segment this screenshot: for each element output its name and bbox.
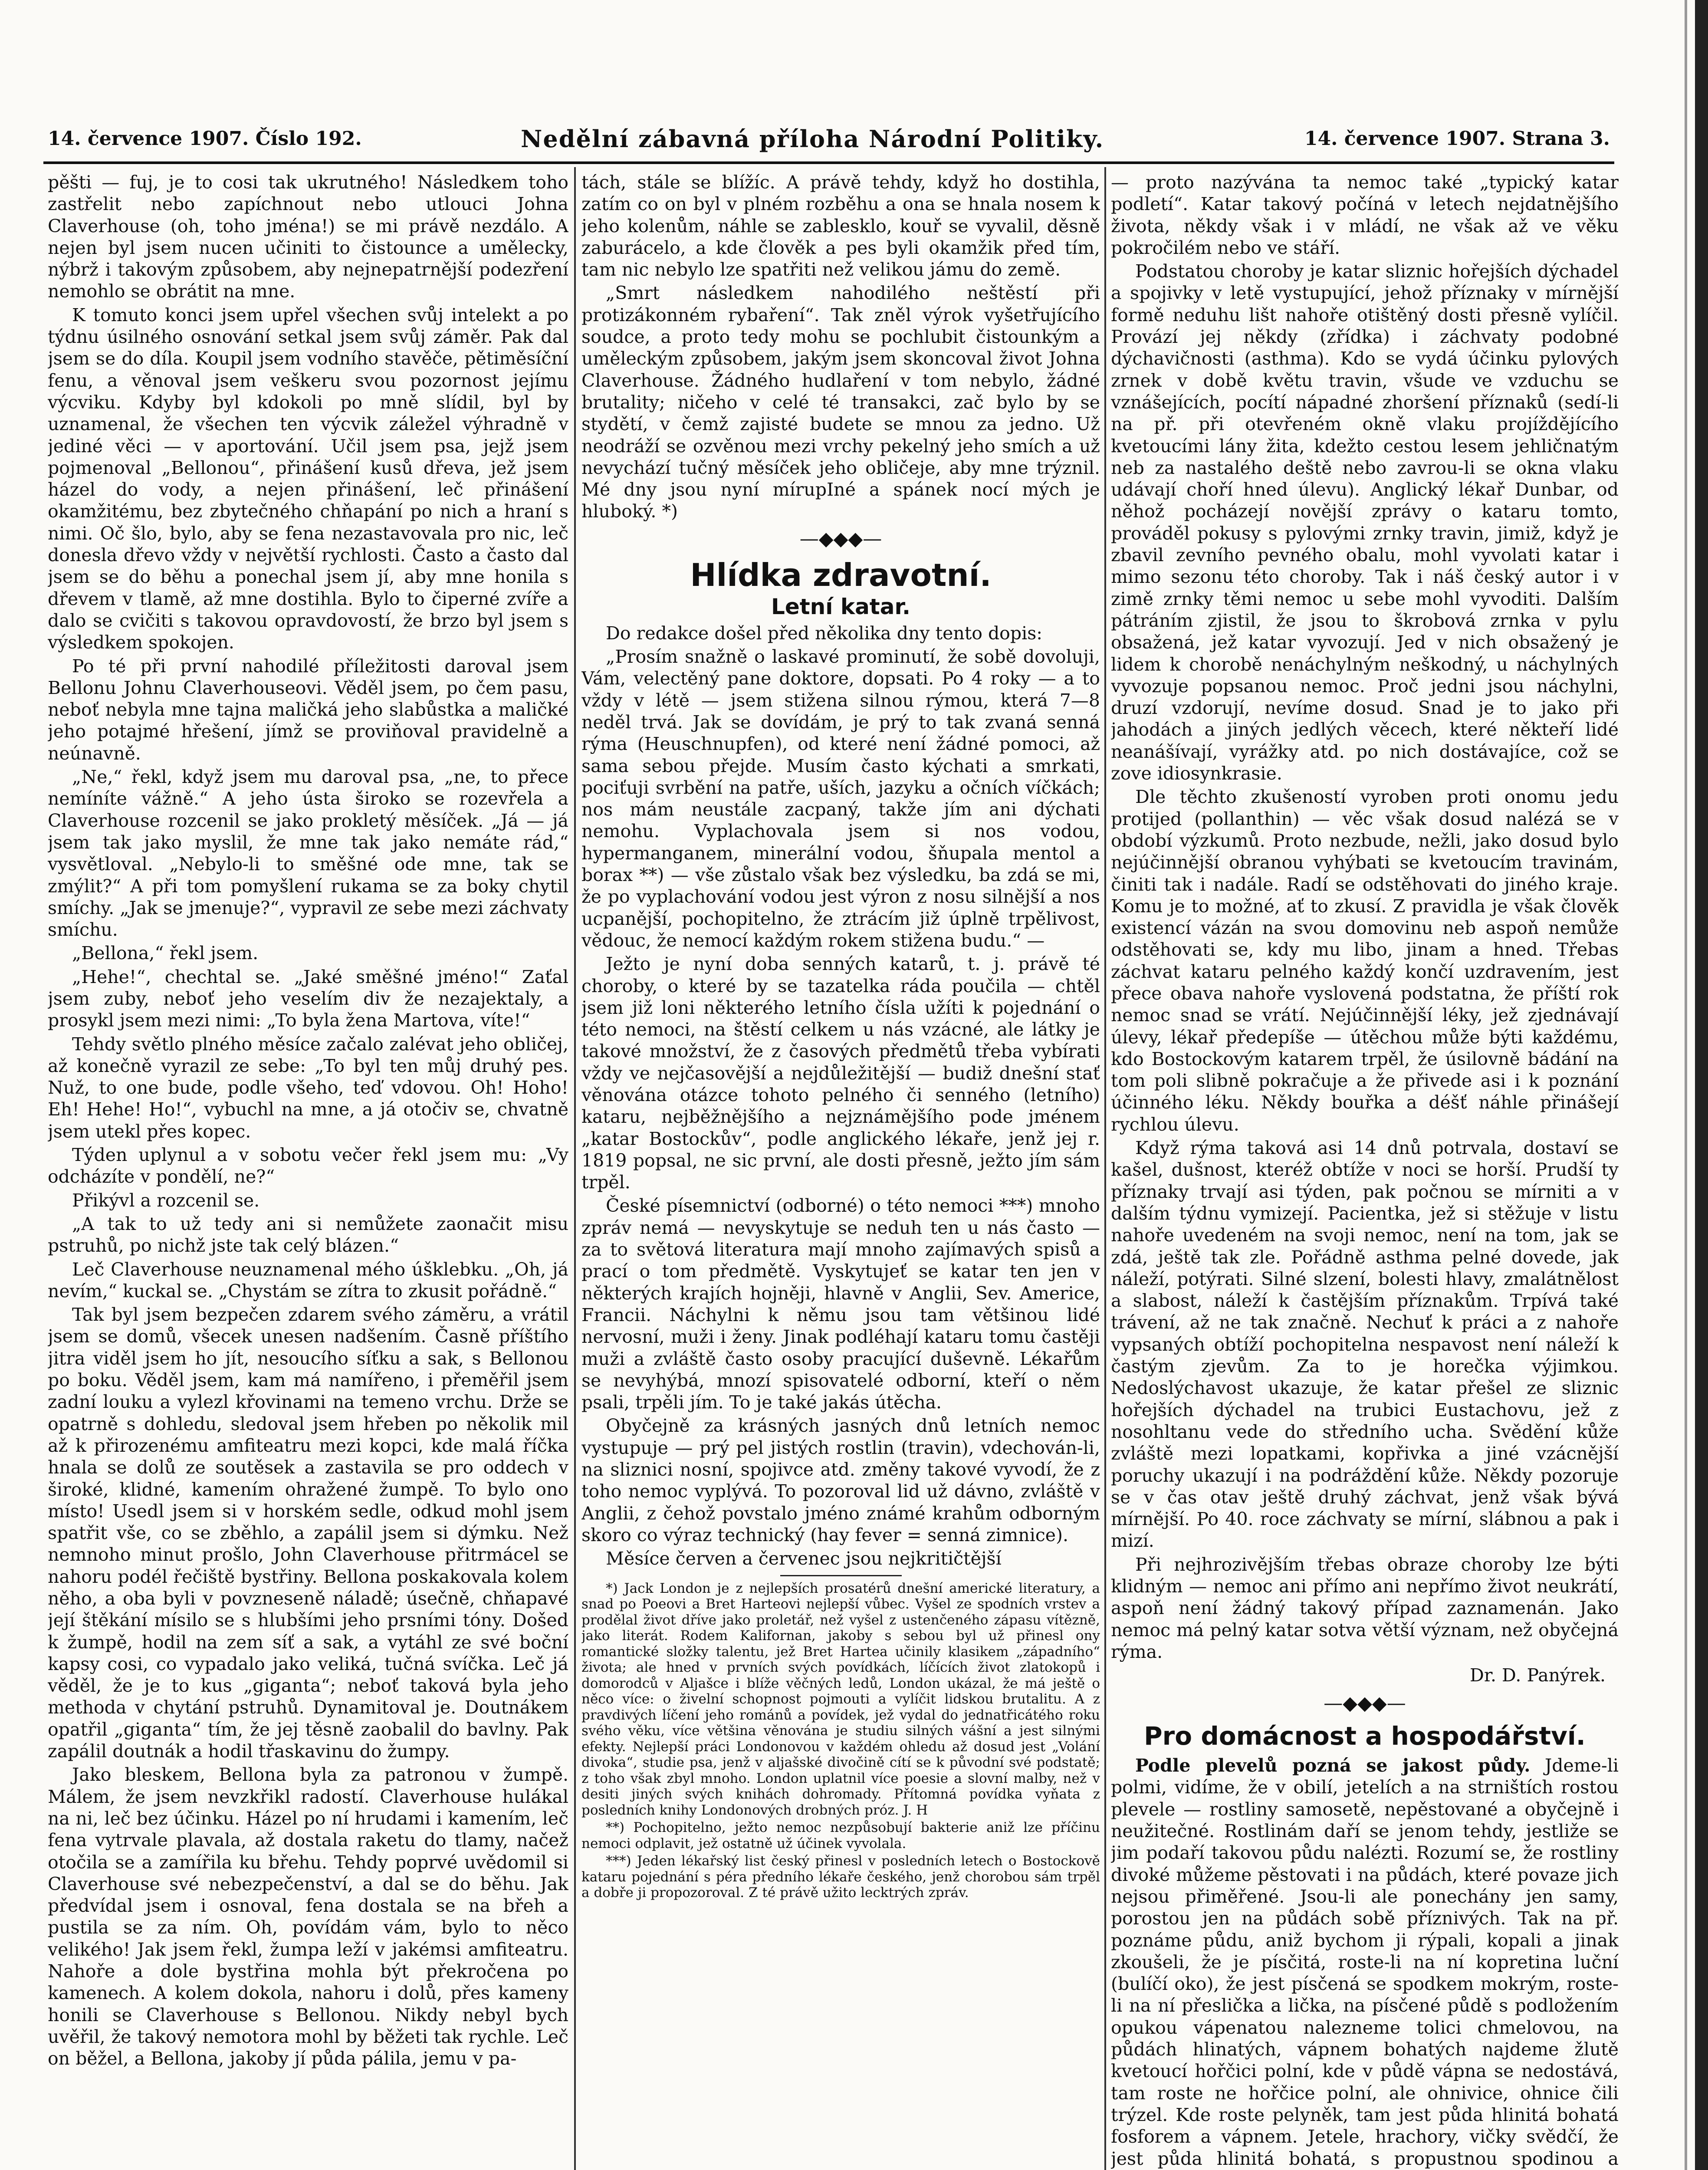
story-paragraph: Tehdy světlo plného měsíce začalo zalévat jeho obličej, až konečně vyrazil ze sebe: „To byl ten můj druhý pes. Nuž, to one bude, podle všeho, teď vdovou. Oh! Hoho! Eh! Hehe! Ho!“, vybuchl na mne, a já otočiv se, chvatně jsem utekl přes kopec.: [48, 1033, 568, 1142]
story-paragraph: Týden uplynul a v sobotu večer řekl jsem mu: „Vy odcházíte v pondělí, ne?“: [48, 1144, 568, 1187]
section-title-health: Hlídka zdravotní.: [690, 556, 992, 593]
story-paragraph: Po té při první nahodilé příležitosti daroval jsem Bellonu Johnu Claverhouseovi. Věděl jsem, po čem pasu, neboť nebyla mne tajna maličká jeho slabůstka a maličké jeho potajmé hřešení, jímž se proviňoval pravidelně a neúnavně.: [48, 655, 568, 764]
story-paragraph: „A tak to už tedy ani si nemůžete zaonačit misu pstruhů, po nichž jste tak celý blázen.“: [48, 1213, 568, 1256]
household-paragraph: [1111, 1755, 1619, 2170]
story-paragraph: „Bellona,“ řekl jsem.: [72, 943, 259, 964]
household-text: Jdeme-li polmi, vidíme, že v obilí, jetelích a na strništích rostou plevele — rostliny samosetě, nepěstované a obyčejně i neužitečné. Rostlinám daří se jenom tehdy, jestliže se jim podaří takovou půdu nalézti. Rozumí se, že rostliny divoké můžeme pěstovati i na půdách, které povaze jich nejsou přiměřené. Jsou-li ale ponechány jen samy, porostou jen na půdách sobě příznivých. Tak na př. poznáme půdu, aniž bychom ji rýpali, kopali a jinak zkoušeli, že je písčitá, roste-li na ní kopretina luční (bulíčí oko), že jest písčená se spodkem mokrým, roste-li na ní přeslička a lička, na písčené půdě s podložením opukou vápenatou nalezneme tolici chmelovou, na půdách hlinatých, vápnem bohatých najdeme žlutě kvetoucí hořčici polní, kde v půdě vápna se nedostává, tam roste ne hořčice polní, ale ohnivice, ohnice čili trýzel. Kde roste pelyněk, tam jest půda hlinitá bohatá fosforem a vápnem. Jetele, hrachory, vičky svědčí, že jest půda hlinitá bohatá, s propustnou spodinou a: [1111, 1755, 1619, 2169]
article-paragraph: Dle těchto zkušeností vyroben proti onomu jedu protijed (pollanthin) — věc však dosud nalézá se v období výzkumů. Proto nezbude, nežli, jako dosud bylo nejúčinnější obranou vyhýbati se kvetoucím travinám, činiti tak i nadále. Radí se odstěhovati do jiného kraje. Komu je to možné, ať to zkusí. Z pravidla je však člověk existencí vázán na svou domovinu neb aspoň nemůže odstěhovati se, kdy mu libo, jinam a hned. Třebas záchvat kataru pelného každý končí uzdravením, jest přece obava nahoře vyslovená podstatna, že příští rok nemoc snad se vrátí. Nejúčinnější léky, jež zjednávají úlevy, lékař předepíše — útěchou může býti každému, kdo Bostockovým katarem trpěl, že úsilovně bádání na tom poli slibně pokračuje a že přivede asi i k poznání účinného léku. Někdy bouřka a déšť náhle přinášejí rychlou úlevu.: [1111, 786, 1619, 1135]
article-paragraph: Když rýma taková asi 14 dnů potrvala, dostaví se kašel, dušnost, kteréž obtíže v noci se horší. Prudší ty příznaky trvají asi týden, pak počnou se mírniti a v dalším týdnu vymizejí. Pacientka, jež si stěžuje v listu nahoře uvedeném na svoji nemoc, není na tom, jak se zdá, ještě tak zle. Pořádně asthma pelné dovede, jak náleží, potýrati. Silné slzení, bolesti hlavy, zmalátnělost a slabost, náleží k častějším příznakům. Trpívá také trávení, až ne tak značně. Nechuť k práci a z nahoře vypsaných obtíží pochopitelna nespavost není náleží k častým zjevům. Za to je horečka výjimkou. Nedoslýchavost ukazuje, že katar přešel ze sliznic hořejších dýchadel na trubici Eustachovu, jež z nosohltanu vede do středního ucha. Svědění kůže zvláště mezi lopatkami, kopřivka a jiné vzácnější poruchy ukazují i na podráždění kůže. Někdy pozoruje se v čas otav ještě druhý záchvat, jenž však bývá mírnější. Po 40. roce záchvaty se mírní, slábnou a pak i mizí.: [1111, 1138, 1619, 1552]
story-paragraph: Přikývl a rozcenil se.: [72, 1190, 260, 1211]
article-paragraph: Ježto je nyní doba senných katarů, t. j. právě té choroby, o které by se tazatelka ráda poučila — chtěl jsem již loni některého letního čísla užíti k pojednání o této nemoci, na štěstí celkem u nás vzácné, ale látky je takové množství, že z časových předmětů třeba vybírati vždy ve nejčasovější a nejdůležitější — budiž dnešní stať věnována otázce tohoto pelného či senného (letního) kataru, nejběžnějšího a nejznámějšího pode jménem „katar Bostockův“, podle anglického lékaře, jenž jej r. 1819 popsal, ne sic první, ale dosti přesně, ježto jím sám trpěl.: [581, 953, 1100, 1193]
ornament-divider: —◆◆◆—: [1324, 1692, 1406, 1715]
household-lead: Podle plevelů pozná se jakost půdy.: [1135, 1755, 1531, 1776]
story-paragraph: K tomuto konci jsem upřel všechen svůj intelekt a po týdnu úsilného osnování setkal jsem svůj záměr. Pak dal jsem se do díla. Koupil jsem vodního stavěče, pětiměsíční fenu, a věnoval jsem veškeru svou pozornost jejímu výcviku. Kdyby byl kdokoli po mně slídil, byl by uznamenal, že všechen ten výcvik záležel výhradně v jediné věci — v aportování. Učil jsem psa, jejž jsem pojmenoval „Bellonou“, přinášení kusů dřeva, jež jsem házel do vody, a nejen přinášení, leč přinášení okamžitému, bez zbytečného chňapání po nich a hraní s nimi. Oč šlo, bylo, aby se fena nezastavovala pro nic, leč donesla dřevo vždy v největší rychlosti. Často a často dal jsem se do běhu a ponechal jsem jí, aby mne honila s dřevem v tlamě, až mne dostihla. Bylo to čiperné zvíře a dalo se cvičiti s takovou opravdovostí, že brzo byl jsem s výsledkem spokojen.: [48, 304, 568, 653]
header-rule: [43, 161, 1614, 164]
author-signature: Dr. D. Panýrek.: [1469, 1665, 1606, 1686]
page-edge-line: [1685, 0, 1687, 2170]
article-paragraph: Obyčejně za krásných jasných dnů letních nemoc vystupuje — prý pel jistých rostlin (travin), vdechován-li, na sliznici nosní, spojivce atd. změny takové vyvodí, že z toho nemoc vyplývá. To pozoroval lid už dávno, zvláště v Anglii, z čehož povstalo jméno známé krahům odborným skoro co výraz technický (hay fever = senná zimnice).: [581, 1415, 1100, 1545]
column-3: [1111, 171, 1619, 2170]
header-date-issue: 14. července 1907. Číslo 192.: [48, 128, 362, 150]
article-paragraph: České písemnictví (odborné) o této nemoci ***) mnoho zpráv nemá — nevyskytuje se neduh ten u nás často — za to světová literatura mají mnoho zajímavých spisů a prací o tom předmětě. Vyskytujeť se katar ten jen v některých krajích hojněji, hlavně v Anglii, Sev. Americe, Francii. Náchylni k němu jsou tam většinou lidé nervosní, muži i ženy. Jinak podléhají kataru tomu častěji muži a zvláště často osoby pracující duševně. Lékařům se nevyhýbá, mnozí spisovatelé odborní, kteří o něm psali, trpěli jím. To je také jakás útěcha.: [581, 1195, 1100, 1413]
article-paragraph: Do redakce došel před několika dny tento dopis:: [606, 622, 1043, 644]
footnote-rule: [780, 1575, 902, 1576]
story-paragraph: „Smrt následkem nahodilého neštěstí při protizákonném rybaření“. Tak zněl výrok vyšetřujícího soudce, a proto tedy mohu se pochlubit čistounkým a uměleckým způsobem, jakým jsem skoncoval život Johna Claverhouse. Žádného hudlaření v tom nebylo, žádné brutality; ničeho v celé té transakci, zač bylo by se stydětí, v čemž zajisté budete se mnou za jedno. Už neodráží se ozvěnou mezi vrchy pekelný jeho smích a už nevychází tučný měsíček jeho obličeje, aby mne trýznil. Mé dny jsou nyní mírupIné a spánek nocí mých je hluboký. *): [581, 283, 1100, 522]
page-edge-right: [1695, 0, 1708, 2170]
article-paragraph: — proto nazývána ta nemoc také „typický katar podletí“. Katar takový počíná v letech nejdatnějšího života, někdy však i v mládí, ne však až ve věku pokročilém nebo ve stáří.: [1111, 172, 1619, 258]
column-divider-1: [574, 167, 576, 2170]
footnote: ***) Jeden lékařský list český přinesl v posledních letech o Bostockově kataru pojednání s péra předního lékaře českého, jenž chorobou sám trpěl a dobře ji propozoroval. Z té právě užito lecktrých zpráv.: [581, 1853, 1100, 1901]
page-header: [48, 125, 1610, 159]
story-paragraph: „Ne,“ řekl, když jsem mu daroval psa, „ne, to přece nemíníte vážně.“ A jeho ústa široko se rozevřela a Claverhouse rozcenil se jako prokletý měsíček. „Já — já jsem tak jako myslil, že mne tak jako nemáte rád,“ vysvětloval. „Nebylo-li to směšné ode mne, tak se zmýlit?“ A při tom pomyšlení rukama se za boky chytil smíchy. „Jak se jmenuje?“, vypravil ze sebe mezi záchvaty smíchu.: [48, 766, 568, 940]
header-publication-title: Nedělní zábavná příloha Národní Politiky.: [521, 125, 1104, 153]
footnote: *) Jack London je z nejlepších prosatérů dnešní americké literatury, a snad po Poeovi a Bret Harteovi nejlepší vůbec. Vyšel ze spodních vrstev a prodělal život dříve jako proletář, než vyšel z ustenčeného zápasu vítězně, jako literát. Rodem Kalifornan, jakoby s sebou byl už přinesl ony romantické složky talentu, jež Bret Hartea učinily klasikem „západního“ života; ale hned v prvních svých povídkách, líčících život zlatokopů i domorodců v Aljašce i blíže věčných ledů, London ukázal, že má ještě o něco více: o živelní schopnost pojmouti a vylíčit lidskou brutalitu. A z pravdivých líčení jeho románů a povídek, jež vydal do jednatřicátého roku svého věku, více většina věnována je studiu silných vášní a jest silnými efekty. Nejlepší práci Londonovou v každém ohledu až dosud jest „Volání divoka“, studie psa, jenž v aljašské divočině cítí se k původní své podstatě; z toho však zbyl mnoho. London uplatnil více poesie a slovní malby, než v desiti jiných svých knihách dohromady. Přítomná povídka vyňata z posledních knihy Londonových drobných próz. J. H: [581, 1580, 1100, 1818]
article-paragraph: Podstatou choroby je katar sliznic hořejších dýchadel a spojivky v letě vystupující, jehož příznaky v mírnější formě neduhu lišt nahoře otištěný dosti přesně vylíčil. Provází jej někdy (zřídka) i záchvaty podobné dýchavičnosti (asthma). Kdo se vydá účinku pylových zrnek v době květu travin, všude ve vzduchu se vznášejících, pocítí nápadné zhoršení příznaků (sedí-li na př. při otevřeném okně vlaku projíždějícího kvetoucími lány žita, kdežto cestou lesem jehličnatým neb za nastalého deště nebo zavrou-li se okna vlaku udávají choří hned úlevu). Anglický lékař Dunbar, od něhož pocházejí novější zprávy o kataru tomto, prováděl pokusy s pylovými zrnky travin, jimiž, když je zbavil zevního pevného obalu, mohl vyvolati katar i mimo sezonu této choroby. Tak i náš český autor i v zimě zrnky těmi nemoc u sebe mohl vyvoditi. Dalším pátráním zjistil, že jsou to škrobová zrnka v pylu obsažená, jež katar vyvozují. Jed v nich obsažený je lidem k chorobě nenáchylným neškodný, u náchylných vyvozuje popsanou nemoc. Proč jedni jsou náchylni, druzí vzdorují, nevíme dosud. Snad je to jako při jahodách a jiných jedlých věcech, které někteří lidé neanášívají, vyrážky atd. po nich dostávajíce, což se zove idiosynkrasie.: [1111, 261, 1619, 784]
section-title-household: Pro domácnost a hospodářství.: [1144, 1721, 1586, 1751]
article-paragraph: Měsíce červen a červenec jsou nejkritičtější: [606, 1548, 1002, 1569]
header-date-page: 14. července 1907. Strana 3.: [1304, 128, 1610, 150]
column-1-story: [48, 171, 568, 2170]
column-2: [581, 171, 1100, 2170]
story-paragraph: „Hehe!“, chechtal se. „Jaké směšné jméno!“ Zaťal jsem zuby, neboť jeho veselím div že nezajektaly, a prosykl jsem mezi nimi: „To byla žena Martova, víte!“: [48, 966, 568, 1031]
article-title-summer-catarrh: Letní katar.: [771, 594, 910, 619]
column-divider-2: [1104, 167, 1106, 2170]
footnote: **) Pochopitelno, ježto nemoc nezpůsobují bakterie aniž lze příčinu nemoci odplavit, jež ostatně už účinek vyvolala.: [581, 1820, 1100, 1851]
story-paragraph: Jako bleskem, Bellona byla za patronou v žumpě. Málem, že jsem nevzkřikl radostí. Claverhouse hulákal na ni, leč bez účinku. Házel po ní hrudami i kamením, leč fena vytrvale plavala, až dostala raketu do tlamy, načež otočila se a zamířila ku břehu. Tehdy poprvé uvědomil si Claverhouse své nebezpečenství, a dal se do běhu. Jak předvídal jsem i osnoval, fena dostala se na břeh a pustila se za ním. Oh, povídám vám, bylo to něco velikého! Jak jsem řekl, žumpa leží v jakémsi amfiteatru. Nahoře a dole bystřina mohla být překročena po kamenech. A kolem dokola, nahoru i dolů, přes kameny honili se Claverhouse s Bellonou. Nikdy nebyl bych uvěřil, že takový nemotora mohl by běžeti tak rychle. Leč on běžel, a Bellona, jakoby jí půda pálila, jemu v pa-: [48, 1764, 568, 2069]
ornament-divider: —◆◆◆—: [799, 527, 882, 550]
story-paragraph: Leč Claverhouse neuznamenal mého úšklebku. „Oh, já nevím,“ kuckal se. „Chystám se zítra to zkusit pořádně.“: [48, 1259, 568, 1302]
article-paragraph: Při nejhrozivějším třebas obraze choroby lze býti klidným — nemoc ani přímo ani nepřímo život neukrátí, aspoň není žádný takový případ zaznamenán. Jako nemoc má pelný katar sotva větší význam, než obyčejná rýma.: [1111, 1554, 1619, 1662]
story-paragraph: pěšti — fuj, je to cosi tak ukrutného! Následkem toho zastřelit nebo zapíchnout nebo utlouci Johna Claverhouse (oh, toho jména!) se mi právě nezdálo. A nejen byl jsem nucen učiniti to čistounce a umělecky, nýbrž i takovým způsobem, aby nejnepatrnější podezření nemohlo se obrátit na mne.: [48, 172, 568, 302]
story-paragraph: Tak byl jsem bezpečen zdarem svého záměru, a vrátil jsem se domů, všecek unesen nadšením. Časně příštího jitra viděl jsem ho jít, nesoucího síťku a sak, s Bellonou po boku. Věděl jsem, kam má namířeno, i přeměřil jsem zadní louku a vylezl křovinami na temeno vrchu. Drže se opatrně s dohledu, sledoval jsem hřeben po několik mil až k přirozenému amfiteatru mezi kopci, kde malá říčka hnala se dolů ze soutěsek a zastavila se pro oddech v široké, klidné, kamením ohražené žumpě. To bylo ono místo! Usedl jsem si v horském sedle, odkud mohl jsem spatřit vše, co se zběhlo, a zapálil jsem si dýmku. Než nemnoho minut prošlo, John Claverhouse přitrmácel se nahoru podél řečiště bystřiny. Bellona poskakovala kolem něho, a oba byli v povzneseně náladě; úsečně, chňapavé její štěkání mísilo se s hlubšími jeho prsními tóny. Došed k žumpě, hodil na zem síť a sak, a vytáhl ze své boční kapsy cosi, co vypadalo jako veliká, tučná svíčka. Leč já věděl, že je to kus „giganta“; neboť taková byla jeho methoda v chytání pstruhů. Dynamitoval je. Doutnákem opatřil „giganta“ tím, že jej těsně zaobalil do bavlny. Pak zapálil doutnák a hodil třaskavinu do žumpy.: [48, 1304, 568, 1762]
story-paragraph: tách, stále se blížíc. A právě tehdy, když ho dostihla, zatím co on byl v plném rozběhu a ona se hnala nosem k jeho kolenům, náhle se zablesklo, kouř se vyvalil, děsně zaburácelo, a kde člověk a pes byli okamžik před tím, tam nic nebylo lze spatřiti než velikou jámu do země.: [581, 172, 1100, 280]
article-paragraph: „Prosím snažně o laskavé prominutí, že sobě dovoluji, Vám, velectěný pane doktore, dopsati. Po 4 roky — a to vždy v létě — jsem stižena silnou rýmou, která 7—8 neděl trvá. Jak se dovídám, je prý to tak zvaná senná rýma (Heuschnupfen), od které není žádné pomoci, až sama sebou přejde. Musím často kýchati a smrkati, pociťuji svrbění na patře, uších, jazyku a očních víčkách; nos mám neustále zacpaný, takže jím ani dýchati nemohu. Vyplachovala jsem si nos vodou, hypermanganem, minerální vodou, šňupala mentol a borax **) — vše zůstalo však bez výsledku, ba zdá se mi, že po vyplachování vodou jest výron z nosu silnější a nos ucpanější, pochopitelno, že ztrácím již úplně trpělivost, vědouc, že nemocí každým rokem stižena budu.“ —: [581, 646, 1100, 951]
